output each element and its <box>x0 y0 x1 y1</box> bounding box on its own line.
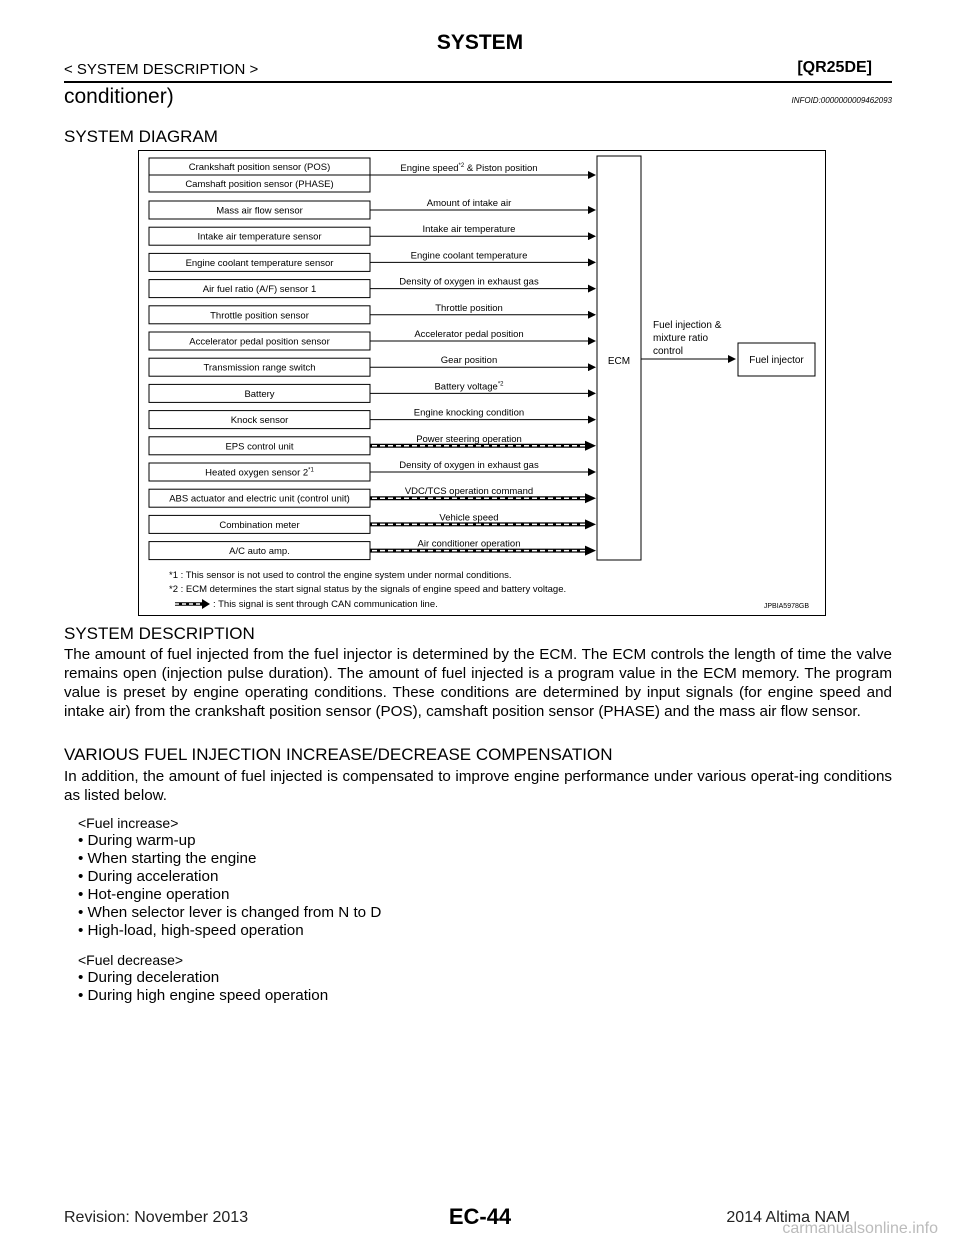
output-signal-line-2: mixture ratio <box>653 333 709 344</box>
sensor-label: Throttle position sensor <box>210 310 309 322</box>
bullet-icon: • <box>78 850 88 867</box>
list-item-text: During acceleration <box>87 868 219 885</box>
bullet-icon: • <box>78 904 88 921</box>
signal-label: Gear position <box>440 355 498 367</box>
sensor-row <box>149 329 595 350</box>
signal-label: VDC/TCS operation command <box>404 486 534 498</box>
bullet-icon: • <box>78 868 88 885</box>
can-legend-icon <box>175 599 210 609</box>
footer-model: 2014 Altima NAM <box>726 1209 850 1226</box>
section-title: conditioner) <box>64 85 174 108</box>
list-item <box>78 922 381 940</box>
list-item-text: Hot-engine operation <box>87 886 230 903</box>
signal-label: Amount of intake air <box>426 198 512 209</box>
bullet-icon: • <box>78 886 88 903</box>
list-item-text: High-load, high-speed operation <box>87 922 304 939</box>
sensor-label: Knock sensor <box>230 415 289 427</box>
sensor-row <box>149 539 596 560</box>
bullet-icon: • <box>78 922 88 939</box>
signal-label: Engine coolant temperature <box>410 250 528 262</box>
list-item <box>78 904 381 922</box>
signal-label: Engine speed$^{*2}$ & Piston position <box>400 163 538 174</box>
sensor-row <box>149 381 595 402</box>
footer-page-number: EC-44 <box>448 1204 512 1229</box>
system-description-heading: SYSTEM DESCRIPTION <box>64 624 255 643</box>
sensor-label: Transmission range switch <box>203 362 316 374</box>
system-diagram-svg <box>139 151 825 615</box>
sensor-label: Battery <box>244 388 275 400</box>
list-item-text: During warm-up <box>87 832 196 849</box>
sensor-row <box>149 460 595 481</box>
sensor-label: Air fuel ratio (A/F) sensor 1 <box>202 284 317 296</box>
bullet-icon: • <box>78 987 88 1004</box>
list-item-text: During high engine speed operation <box>87 987 329 1004</box>
sensor-label: Camshaft position sensor (PHASE) <box>185 179 334 190</box>
signal-label: Intake air temperature <box>422 224 516 236</box>
engine-code: [QR25DE] <box>797 59 872 76</box>
list-item <box>78 868 381 886</box>
fuel-increase-label: <Fuel increase> <box>78 815 179 831</box>
sensor-row <box>149 175 370 192</box>
list-item <box>78 832 381 850</box>
sensor-label: EPS control unit <box>225 441 294 453</box>
sensor-label: ABS actuator and electric unit (control unit) <box>169 493 350 505</box>
signal-label: Density of oxygen in exhaust gas <box>399 460 539 471</box>
signal-label: Density of oxygen in exhaust gas <box>399 276 539 288</box>
list-item <box>78 886 381 904</box>
list-item <box>78 987 328 1005</box>
list-item <box>78 969 328 987</box>
sensor-row <box>149 303 595 324</box>
footer-revision: Revision: November 2013 <box>64 1209 249 1226</box>
sensor-row <box>149 434 596 455</box>
note-3: : This signal is sent through CAN communication line. <box>213 599 438 610</box>
bullet-icon: • <box>78 832 88 849</box>
page-title: SYSTEM <box>436 31 524 54</box>
sensor-row <box>149 250 595 271</box>
ecm-label: ECM <box>607 356 631 367</box>
sensor-label: Engine coolant temperature sensor <box>185 257 334 269</box>
sensor-row <box>149 512 596 533</box>
list-item <box>78 850 381 868</box>
list-item-text: When selector lever is changed from N to D <box>87 904 382 921</box>
signal-label: Accelerator pedal position <box>414 329 524 340</box>
compensation-heading: VARIOUS FUEL INJECTION INCREASE/DECREASE COMPENSATION <box>64 745 613 764</box>
sensor-label: Combination meter <box>219 519 300 531</box>
system-diagram <box>138 150 826 616</box>
output-signal-line-1: Fuel injection & <box>653 320 722 331</box>
sensor-row <box>149 408 595 429</box>
note-2: *2 : ECM determines the start signal status by the signals of engine speed and battery voltage. <box>169 584 567 595</box>
list-item-text: During deceleration <box>87 969 220 986</box>
breadcrumb: < SYSTEM DESCRIPTION > <box>64 61 259 78</box>
bullet-icon: • <box>78 969 88 986</box>
signal-label: Throttle position <box>435 302 503 314</box>
signal-label: Engine knocking condition <box>413 407 525 419</box>
system-diagram-heading: SYSTEM DIAGRAM <box>64 127 218 146</box>
watermark: carmanualsonline.info <box>782 1220 938 1237</box>
sensor-row <box>149 277 595 298</box>
info-id: INFOID:0000000009462093 <box>791 96 892 105</box>
signal-label: Battery voltage$^{*2}$ <box>434 381 504 393</box>
system-description-text: The amount of fuel injected from the fuel injector is determined by the ECM. The ECM controls the length of time the valve remains open (injection pulse duration). The amount of fuel injected is a program value in the ECM memory. The program value is preset by engine operating conditions. These conditions are determined by input signals (for engine speed and intake air) from the crankshaft position sensor (POS), camshaft position sensor (PHASE) and the mass air flow sensor. <box>64 646 892 720</box>
signal-label: Power steering operation <box>416 433 522 445</box>
fuel-decrease-label: <Fuel decrease> <box>78 952 184 968</box>
sensor-label: Intake air temperature sensor <box>197 231 322 243</box>
figure-id: JPBIA5978GB <box>763 603 809 610</box>
sensor-row <box>149 486 596 507</box>
output-signal-line-3: control <box>653 346 684 357</box>
fuel-injector-label: Fuel injector <box>749 355 804 366</box>
signal-label: Vehicle speed <box>439 512 499 524</box>
sensor-label: Crankshaft position sensor (POS) <box>188 162 331 173</box>
fuel-increase-list <box>78 832 381 940</box>
header-rule <box>64 81 892 83</box>
sensor-label: Mass air flow sensor <box>216 205 303 217</box>
fuel-decrease-list <box>78 969 328 1005</box>
sensor-row <box>149 158 595 175</box>
note-1: *1 : This sensor is not used to control the engine system under normal conditions. <box>169 570 512 581</box>
signal-label: Air conditioner operation <box>417 538 521 550</box>
compensation-text: In addition, the amount of fuel injected is compensated to improve engine performance under various operat-ing conditions as listed below. <box>64 768 892 804</box>
sensor-label: Accelerator pedal position sensor <box>189 336 330 348</box>
sensor-row <box>149 355 595 376</box>
sensor-label: Heated oxygen sensor 2$^{*1}$ <box>205 467 314 479</box>
list-item-text: When starting the engine <box>87 850 257 867</box>
sensor-row <box>149 198 595 219</box>
sensor-label: A/C auto amp. <box>229 546 290 558</box>
sensor-row <box>149 224 595 245</box>
